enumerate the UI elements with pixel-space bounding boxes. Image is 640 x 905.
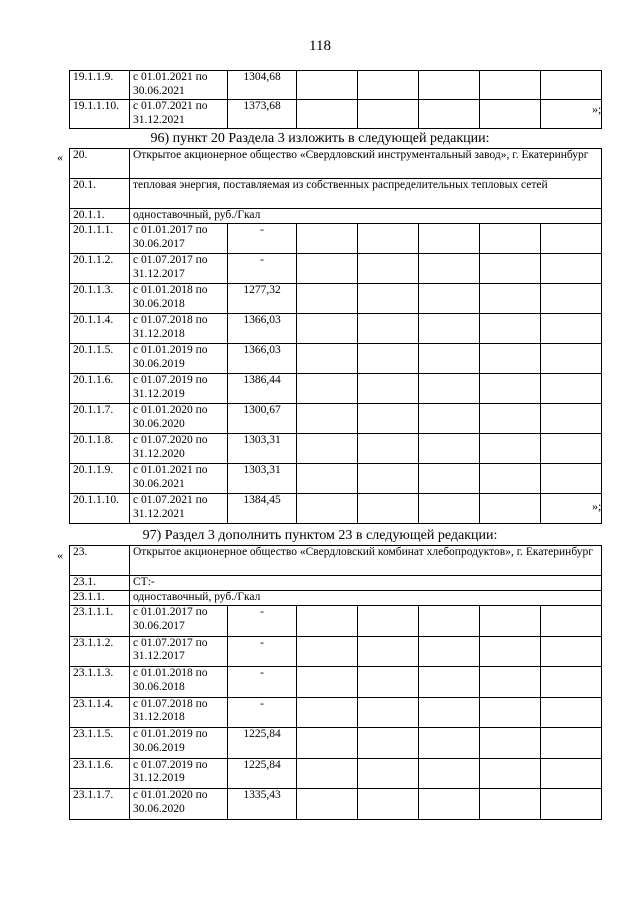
table-row [70,344,602,374]
period: с 01.01.2018 по 30.06.2018 [130,667,228,698]
empty-cell [419,284,480,314]
service-number: 20.1. [70,179,130,209]
empty-cell [297,284,358,314]
tariff-value: 1304,68 [228,71,297,100]
table-row [70,254,602,284]
service-description: тепловая энергия, поставляемая из собственных распределительных тепловых сетей [130,179,602,209]
empty-cell [419,404,480,434]
service-row [70,179,602,209]
row-number: 23.1.1.1. [70,606,130,637]
tariff-value: - [228,636,297,667]
tariff-value: - [228,224,297,254]
empty-cell [541,254,602,284]
empty-cell [358,374,419,404]
empty-cell [358,606,419,637]
period: с 01.01.2019 по 30.06.2019 [130,344,228,374]
empty-cell [480,71,541,100]
org-row [70,546,602,576]
empty-cell [419,728,480,759]
tariff-value: 1366,03 [228,314,297,344]
period: с 01.07.2017 по 31.12.2017 [130,636,228,667]
empty-cell [419,224,480,254]
section-heading-97: 97) Раздел 3 дополнить пунктом 23 в следующей редакции: [142,528,498,543]
tariff-value: 1303,31 [228,464,297,494]
tariff-value: 1335,43 [228,789,297,820]
empty-cell [297,606,358,637]
empty-cell [419,758,480,789]
tariff-value: 1225,84 [228,728,297,759]
service-number: 23.1. [70,576,130,591]
period: с 01.07.2021 по 31.12.2021 [130,494,228,524]
empty-cell [419,434,480,464]
table-row [70,789,602,820]
empty-cell [541,434,602,464]
empty-cell [358,344,419,374]
empty-cell [297,100,358,129]
page-number: 118 [309,38,331,54]
row-number: 20.1.1.10. [70,494,130,524]
empty-cell [419,100,480,129]
period: с 01.01.2019 по 30.06.2019 [130,728,228,759]
empty-cell [297,314,358,344]
empty-cell [297,404,358,434]
empty-cell [358,434,419,464]
empty-cell [419,71,480,100]
tariff-value: 1277,32 [228,284,297,314]
empty-cell [297,667,358,698]
empty-cell [541,314,602,344]
org-name: Открытое акционерное общество «Свердловский инструментальный завод», г. Екатеринбург [130,149,602,179]
opening-quote: « [57,548,63,562]
row-number: 20.1.1.4. [70,314,130,344]
empty-cell [358,494,419,524]
tariff-value: - [228,254,297,284]
table-row [70,374,602,404]
empty-cell [358,314,419,344]
empty-cell [541,71,602,100]
closing-quote: »; [592,499,602,513]
table-row [70,224,602,254]
period: с 01.01.2018 по 30.06.2018 [130,284,228,314]
empty-cell [541,758,602,789]
org-row [70,149,602,179]
empty-cell [419,344,480,374]
empty-cell [358,789,419,820]
table-row [70,314,602,344]
tariff-table-20 [69,148,602,524]
table-row [70,667,602,698]
table-row [70,728,602,759]
empty-cell [358,667,419,698]
table-row [70,464,602,494]
empty-cell [541,789,602,820]
tariff-value: 1384,45 [228,494,297,524]
table-row [70,71,602,100]
empty-cell [297,758,358,789]
period: с 01.07.2018 по 31.12.2018 [130,697,228,728]
empty-cell [358,71,419,100]
empty-cell [358,100,419,129]
empty-cell [480,636,541,667]
empty-cell [358,758,419,789]
empty-cell [419,789,480,820]
org-number: 20. [70,149,130,179]
row-number: 23.1.1.6. [70,758,130,789]
empty-cell [419,314,480,344]
empty-cell [419,697,480,728]
closing-quote: »; [592,102,602,116]
tariff-type-number: 20.1.1. [70,209,130,224]
empty-cell [480,758,541,789]
tariff-value: 1373,68 [228,100,297,129]
empty-cell [541,728,602,759]
empty-cell [480,344,541,374]
empty-cell [541,636,602,667]
service-description: СТ:- [130,576,602,591]
tariff-value: - [228,606,297,637]
period: с 01.07.2019 по 31.12.2019 [130,374,228,404]
empty-cell [480,697,541,728]
row-number: 23.1.1.3. [70,667,130,698]
empty-cell [297,434,358,464]
empty-cell [297,494,358,524]
empty-cell [358,404,419,434]
empty-cell [480,667,541,698]
table-row [70,494,602,524]
row-number: 19.1.1.9. [70,71,130,100]
tariff-type-row [70,591,602,606]
period: с 01.01.2017 по 30.06.2017 [130,606,228,637]
empty-cell [541,284,602,314]
empty-cell [358,224,419,254]
empty-cell [358,464,419,494]
tariff-value: 1300,67 [228,404,297,434]
period: с 01.07.2017 по 31.12.2017 [130,254,228,284]
empty-cell [480,464,541,494]
period: с 01.01.2021 по 30.06.2021 [130,71,228,100]
period: с 01.01.2017 по 30.06.2017 [130,224,228,254]
row-number: 20.1.1.3. [70,284,130,314]
empty-cell [480,434,541,464]
tariff-type-row [70,209,602,224]
empty-cell [297,636,358,667]
empty-cell [297,71,358,100]
empty-cell [480,284,541,314]
row-number: 19.1.1.10. [70,100,130,129]
table-row [70,697,602,728]
org-name: Открытое акционерное общество «Свердловский комбинат хлебопродуктов», г. Екатеринбург [130,546,602,576]
empty-cell [480,314,541,344]
period: с 01.01.2021 по 30.06.2021 [130,464,228,494]
empty-cell [480,100,541,129]
empty-cell [480,374,541,404]
table-row [70,284,602,314]
row-number: 23.1.1.7. [70,789,130,820]
empty-cell [541,374,602,404]
empty-cell [419,636,480,667]
empty-cell [541,404,602,434]
row-number: 20.1.1.8. [70,434,130,464]
tariff-value: - [228,697,297,728]
row-number: 23.1.1.4. [70,697,130,728]
tariff-type: одноставочный, руб./Гкал [130,209,602,224]
tariff-value: 1366,03 [228,344,297,374]
empty-cell [297,464,358,494]
row-number: 20.1.1.6. [70,374,130,404]
table-row [70,758,602,789]
service-row [70,576,602,591]
section-heading-96: 96) пункт 20 Раздела 3 изложить в следующей редакции: [150,131,490,146]
empty-cell [358,697,419,728]
empty-cell [419,606,480,637]
row-number: 20.1.1.9. [70,464,130,494]
row-number: 23.1.1.2. [70,636,130,667]
table-row [70,606,602,637]
empty-cell [358,284,419,314]
row-number: 20.1.1.1. [70,224,130,254]
empty-cell [358,636,419,667]
empty-cell [541,344,602,374]
org-number: 23. [70,546,130,576]
empty-cell [419,254,480,284]
empty-cell [419,667,480,698]
row-number: 20.1.1.2. [70,254,130,284]
empty-cell [297,224,358,254]
tariff-value: 1386,44 [228,374,297,404]
empty-cell [480,606,541,637]
tariff-value: - [228,667,297,698]
empty-cell [358,728,419,759]
row-number: 23.1.1.5. [70,728,130,759]
empty-cell [541,667,602,698]
row-number: 20.1.1.5. [70,344,130,374]
empty-cell [541,464,602,494]
empty-cell [480,254,541,284]
empty-cell [480,224,541,254]
tariff-value: 1225,84 [228,758,297,789]
empty-cell [297,728,358,759]
period: с 01.07.2021 по 31.12.2021 [130,100,228,129]
empty-cell [297,344,358,374]
empty-cell [297,254,358,284]
empty-cell [480,404,541,434]
empty-cell [297,697,358,728]
table-row [70,404,602,434]
period: с 01.07.2020 по 31.12.2020 [130,434,228,464]
empty-cell [541,697,602,728]
empty-cell [297,374,358,404]
empty-cell [419,374,480,404]
empty-cell [541,224,602,254]
period: с 01.01.2020 по 30.06.2020 [130,404,228,434]
period: с 01.01.2020 по 30.06.2020 [130,789,228,820]
empty-cell [480,494,541,524]
table-row [70,636,602,667]
tariff-table-23 [69,545,602,820]
empty-cell [297,789,358,820]
tariff-type-number: 23.1.1. [70,591,130,606]
empty-cell [480,728,541,759]
empty-cell [541,606,602,637]
table-row [70,434,602,464]
table-row [70,100,602,129]
period: с 01.07.2019 по 31.12.2019 [130,758,228,789]
empty-cell [480,789,541,820]
opening-quote: « [57,150,63,164]
tariff-value: 1303,31 [228,434,297,464]
empty-cell [419,494,480,524]
empty-cell [419,464,480,494]
period: с 01.07.2018 по 31.12.2018 [130,314,228,344]
empty-cell [358,254,419,284]
tariff-type: одноставочный, руб./Гкал [130,591,602,606]
row-number: 20.1.1.7. [70,404,130,434]
tariff-table-19 [69,70,602,129]
